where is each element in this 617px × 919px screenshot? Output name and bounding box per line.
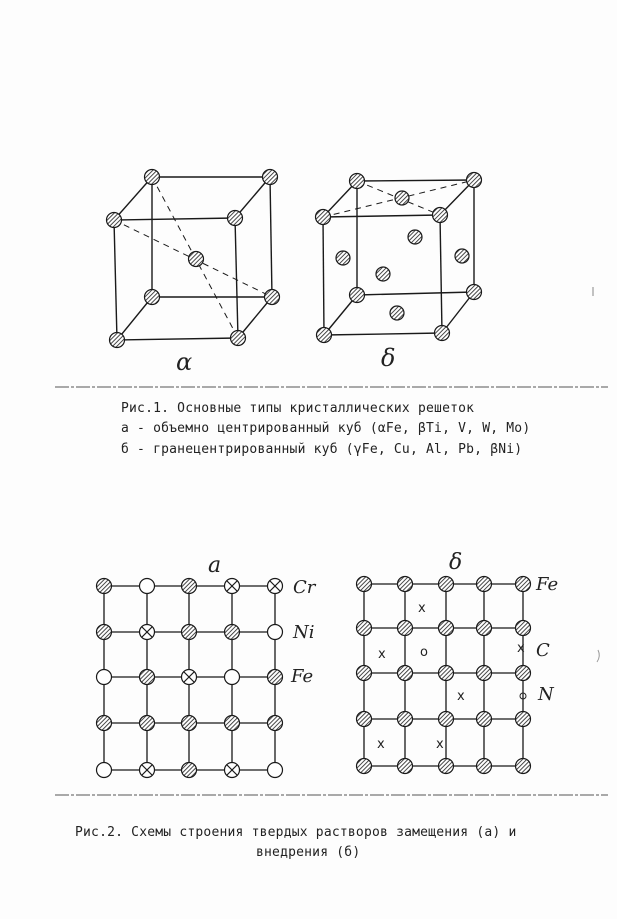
interstitial-o-mark: o xyxy=(420,645,428,660)
fe-atom xyxy=(439,759,454,774)
fe-atom xyxy=(97,716,112,731)
fe-atom xyxy=(477,759,492,774)
bcc-atom xyxy=(145,290,160,305)
fe-atom xyxy=(97,579,112,594)
fig1-caption-line-a: а - объемно центрированный куб (αFe, βTi, V, W, Mo) xyxy=(121,421,531,436)
grid-b-label-c: C xyxy=(536,640,550,661)
fcc-face-atom xyxy=(376,267,390,281)
fcc-face-atom xyxy=(455,249,469,263)
fig2-label-b: δ xyxy=(449,550,463,575)
ni-atom xyxy=(225,670,240,685)
interstitial-x-mark: x xyxy=(517,641,525,656)
bcc-center-atom xyxy=(189,252,204,267)
fe-atom xyxy=(516,712,531,727)
fcc-atom xyxy=(433,208,448,223)
fig1-caption-line-b: б - гранецентрированный куб (γFe, Cu, Al, Pb, βNi) xyxy=(121,442,523,457)
scan-mark xyxy=(597,650,599,662)
fe-atom xyxy=(182,716,197,731)
fe-atom xyxy=(357,712,372,727)
interstitial-x-mark: x xyxy=(378,647,386,662)
fe-atom xyxy=(398,621,413,636)
interstitial-x-mark: x xyxy=(457,689,465,704)
bcc-atom xyxy=(228,211,243,226)
fcc-atom xyxy=(316,210,331,225)
interstitial-x-mark: x xyxy=(377,737,385,752)
bcc-atom xyxy=(110,333,125,348)
fe-atom xyxy=(516,621,531,636)
bcc-atom xyxy=(263,170,278,185)
fe-atom xyxy=(357,666,372,681)
grid-b-label-fe: Fe xyxy=(536,574,559,595)
fcc-atom xyxy=(467,173,482,188)
fig2-caption-line1: Рис.2. Схемы строения твердых растворов замещения (а) и xyxy=(75,825,517,840)
ni-atom xyxy=(97,670,112,685)
fe-atom xyxy=(477,712,492,727)
ni-atom xyxy=(268,763,283,778)
fcc-face-atom xyxy=(390,306,404,320)
fe-atom xyxy=(357,759,372,774)
fe-atom xyxy=(225,625,240,640)
bcc-atom xyxy=(145,170,160,185)
fig1-label-b: δ xyxy=(381,344,396,372)
grid-a-label-cr: Cr xyxy=(293,577,316,598)
fig2-caption-line2: внедрения (б) xyxy=(256,845,361,860)
fcc-face-atom xyxy=(395,191,409,205)
fe-atom xyxy=(516,577,531,592)
fe-atom xyxy=(439,666,454,681)
fe-atom xyxy=(97,625,112,640)
ni-atom xyxy=(268,625,283,640)
fe-atom xyxy=(439,577,454,592)
bcc-atom xyxy=(107,213,122,228)
fe-atom xyxy=(477,666,492,681)
fe-atom xyxy=(357,621,372,636)
fcc-atom xyxy=(317,328,332,343)
grid-b-label-n: N xyxy=(538,684,554,705)
fe-atom xyxy=(398,666,413,681)
fe-atom xyxy=(477,621,492,636)
fe-atom xyxy=(398,712,413,727)
fig2-label-a: а xyxy=(208,553,222,578)
grid-a-label-fe: Fe xyxy=(291,666,314,687)
fe-atom xyxy=(225,716,240,731)
fe-atom xyxy=(516,759,531,774)
fcc-atom xyxy=(350,288,365,303)
fe-atom xyxy=(182,625,197,640)
fig1-label-a: α xyxy=(176,348,193,376)
fe-atom xyxy=(516,666,531,681)
fcc-face-atom xyxy=(336,251,350,265)
fe-atom xyxy=(268,670,283,685)
fcc-atom xyxy=(435,326,450,341)
interstitial-x-mark: x xyxy=(436,737,444,752)
fe-atom xyxy=(439,712,454,727)
ni-atom xyxy=(97,763,112,778)
fe-atom xyxy=(398,759,413,774)
grid-a-label-ni: Ni xyxy=(293,622,315,643)
interstitial-x-mark: x xyxy=(418,601,426,616)
fcc-atom xyxy=(350,174,365,189)
fe-atom xyxy=(477,577,492,592)
fe-atom xyxy=(182,579,197,594)
fe-atom xyxy=(439,621,454,636)
fe-atom xyxy=(398,577,413,592)
fcc-atom xyxy=(467,285,482,300)
fcc-face-atom xyxy=(408,230,422,244)
bcc-atom xyxy=(265,290,280,305)
bcc-atom xyxy=(231,331,246,346)
ni-atom xyxy=(140,579,155,594)
fe-atom xyxy=(140,670,155,685)
fig1-caption-title: Рис.1. Основные типы кристаллических решеток xyxy=(121,401,475,416)
fe-atom xyxy=(357,577,372,592)
fe-atom xyxy=(182,763,197,778)
fe-atom xyxy=(268,716,283,731)
fe-atom xyxy=(140,716,155,731)
